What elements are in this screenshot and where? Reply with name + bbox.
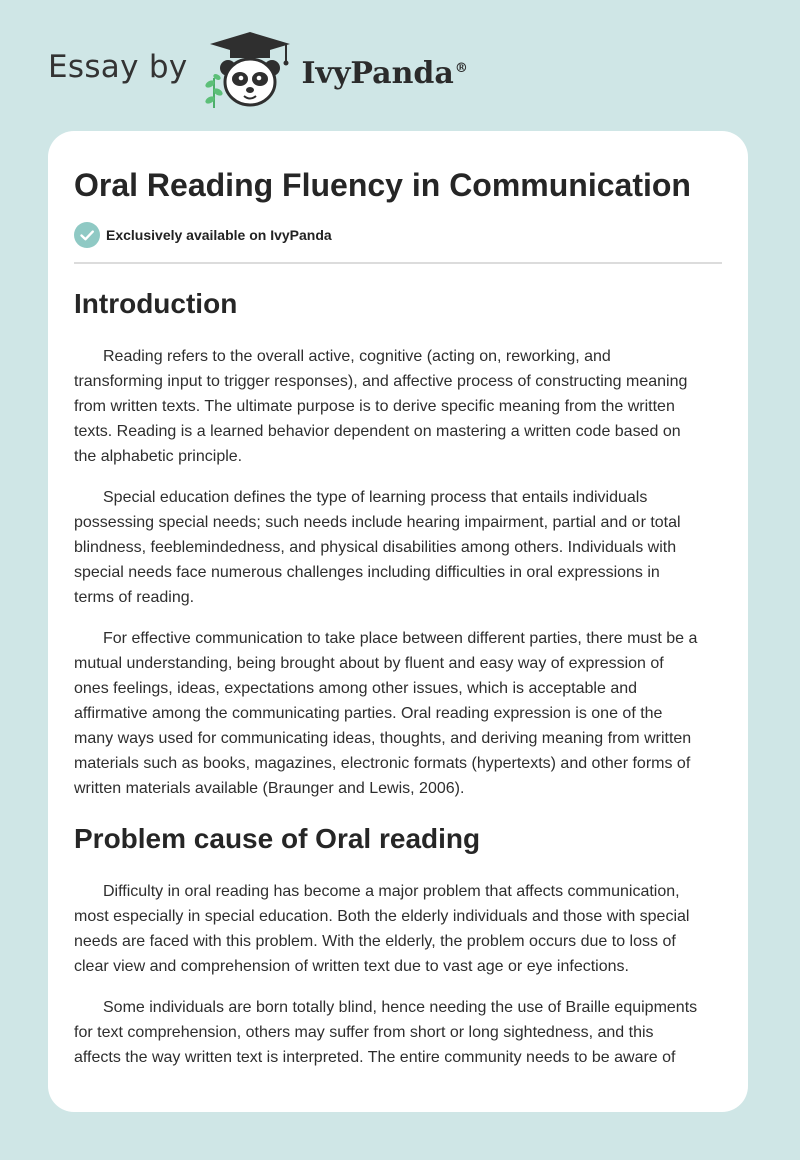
site-brand[interactable] — [48, 30, 468, 110]
page-title: Oral Reading Fluency in Communication — [74, 167, 691, 203]
essay-card — [48, 131, 748, 1112]
exclusive-badge-label: Exclusively available on IvyPanda — [106, 227, 332, 243]
paragraph: For effective communication to take place between different parties, there must be a mutual understanding, being brought about by fluent and easy way of expression of ones feelings, ideas, expectations among other issues, which is acceptable and affirmative among the communicating parties. Oral reading expression is one of the many ways used for communicating ideas, thoughts, and deriving meaning from written materials such as books, magazines, electronic formats (hypertexts) and other forms of written materials available (Braunger and Lewis, 2006). — [74, 630, 698, 797]
paragraph: Difficulty in oral reading has become a major problem that affects communication, most especially in special education. Both the elderly individuals and those with special needs are faced with this problem. With the elderly, the problem occurs due to loss of clear view and comprehension of written text due to vast age or eye infections. — [74, 883, 690, 975]
brand-prefix: Essay by — [48, 49, 188, 85]
section-heading: Introduction — [74, 288, 238, 319]
paragraph: Some individuals are born totally blind, hence needing the use of Braille equipments for text comprehension, others may suffer from short or long sightedness, and this affects the way written text is interpreted. The entire community needs to be aware of — [74, 999, 698, 1066]
section-heading: Problem cause of Oral reading — [74, 823, 481, 854]
section-problem-cause — [74, 821, 722, 1070]
exclusive-badge — [74, 222, 722, 248]
title-divider — [74, 262, 722, 264]
ivypanda-logo-icon — [202, 30, 298, 110]
section-introduction — [74, 286, 722, 801]
brand-name: IvyPanda® — [301, 55, 468, 91]
check-circle-icon — [74, 222, 100, 248]
paragraph: Special education defines the type of learning process that entails individuals possessing special needs; such needs include hearing impairment, partial and or total blindness, feeblemindedness, and physical disabilities among others. Individuals with special needs face numerous challenges including difficulties in oral expressions in terms of reading. — [74, 489, 681, 606]
paragraph: Reading refers to the overall active, cognitive (acting on, reworking, and transforming input to trigger responses), and affective process of constructing meaning from written texts. The ultimate purpose is to derive specific meaning from the written texts. Reading is a learned behavior dependent on mastering a written code based on the alphabetic principle. — [74, 348, 688, 465]
